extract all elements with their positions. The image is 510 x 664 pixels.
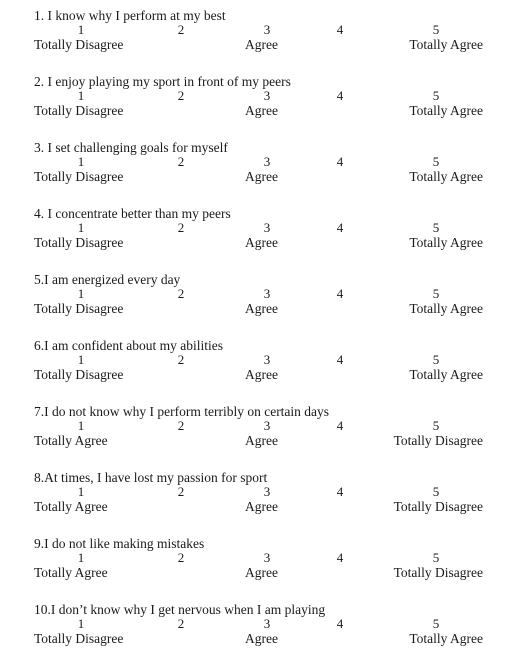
scale-number-3: 3	[263, 154, 271, 169]
scale-number-5: 5	[432, 22, 440, 37]
scale-number-4: 4	[336, 88, 344, 103]
survey-item	[0, 206, 510, 268]
question-text: 6.I am confident about my abilities	[34, 338, 223, 353]
scale-number-2: 2	[177, 616, 185, 631]
scale-number-3: 3	[263, 286, 271, 301]
scale-number-3: 3	[263, 616, 271, 631]
survey-item	[0, 536, 510, 598]
question-text: 10.I don’t know why I get nervous when I am playing	[34, 602, 326, 617]
scale-number-1: 1	[77, 22, 85, 37]
survey-item	[0, 272, 510, 334]
anchor-label-right: Totally Agree	[409, 103, 483, 118]
scale-number-5: 5	[432, 88, 440, 103]
anchor-label-right: Totally Agree	[409, 301, 483, 316]
anchor-label-left: Totally Disagree	[34, 631, 124, 646]
anchor-label-left: Totally Agree	[34, 565, 108, 580]
anchor-label-left: Totally Agree	[34, 499, 108, 514]
anchor-label-middle: Agree	[245, 631, 278, 646]
anchor-label-middle: Agree	[245, 37, 278, 52]
anchor-label-right: Totally Disagree	[393, 565, 483, 580]
anchor-label-middle: Agree	[245, 499, 278, 514]
scale-number-3: 3	[263, 352, 271, 367]
scale-number-4: 4	[336, 352, 344, 367]
survey-item	[0, 470, 510, 532]
scale-number-5: 5	[432, 616, 440, 631]
question-text: 7.I do not know why I perform terribly on certain days	[34, 404, 330, 419]
survey-item	[0, 74, 510, 136]
anchor-label-left: Totally Disagree	[34, 37, 124, 52]
scale-number-5: 5	[432, 418, 440, 433]
scale-number-3: 3	[263, 550, 271, 565]
anchor-label-middle: Agree	[245, 301, 278, 316]
anchor-label-right: Totally Agree	[409, 235, 483, 250]
anchor-label-middle: Agree	[245, 367, 278, 382]
anchor-label-left: Totally Disagree	[34, 367, 124, 382]
anchor-label-left: Totally Disagree	[34, 235, 124, 250]
question-text: 2. I enjoy playing my sport in front of my peers	[34, 74, 291, 89]
scale-number-3: 3	[263, 484, 271, 499]
survey-item	[0, 602, 510, 664]
scale-number-2: 2	[177, 22, 185, 37]
scale-number-1: 1	[77, 88, 85, 103]
scale-number-1: 1	[77, 418, 85, 433]
anchor-label-right: Totally Agree	[409, 169, 483, 184]
survey-item	[0, 404, 510, 466]
scale-number-1: 1	[77, 484, 85, 499]
question-text: 1. I know why I perform at my best	[34, 8, 226, 23]
scale-number-2: 2	[177, 286, 185, 301]
scale-number-1: 1	[77, 220, 85, 235]
scale-number-4: 4	[336, 220, 344, 235]
scale-number-2: 2	[177, 352, 185, 367]
scale-number-3: 3	[263, 418, 271, 433]
scale-number-2: 2	[177, 550, 185, 565]
anchor-label-middle: Agree	[245, 235, 278, 250]
question-text: 3. I set challenging goals for myself	[34, 140, 228, 155]
scale-number-5: 5	[432, 352, 440, 367]
scale-number-2: 2	[177, 154, 185, 169]
scale-number-4: 4	[336, 484, 344, 499]
scale-number-4: 4	[336, 22, 344, 37]
anchor-label-middle: Agree	[245, 169, 278, 184]
anchor-label-right: Totally Disagree	[393, 433, 483, 448]
survey-item	[0, 8, 510, 70]
scale-number-2: 2	[177, 220, 185, 235]
scale-number-5: 5	[432, 154, 440, 169]
scale-number-1: 1	[77, 286, 85, 301]
scale-number-3: 3	[263, 22, 271, 37]
scale-number-2: 2	[177, 484, 185, 499]
anchor-label-left: Totally Disagree	[34, 301, 124, 316]
survey-item	[0, 140, 510, 202]
anchor-label-middle: Agree	[245, 103, 278, 118]
scale-number-4: 4	[336, 154, 344, 169]
scale-number-2: 2	[177, 418, 185, 433]
question-text: 9.I do not like making mistakes	[34, 536, 205, 551]
question-text: 5.I am energized every day	[34, 272, 181, 287]
question-text: 8.At times, I have lost my passion for sport	[34, 470, 268, 485]
anchor-label-right: Totally Agree	[409, 37, 483, 52]
scale-number-3: 3	[263, 220, 271, 235]
scale-number-4: 4	[336, 418, 344, 433]
scale-number-5: 5	[432, 220, 440, 235]
anchor-label-left: Totally Agree	[34, 433, 108, 448]
scale-number-1: 1	[77, 616, 85, 631]
anchor-label-right: Totally Agree	[409, 631, 483, 646]
scale-number-4: 4	[336, 286, 344, 301]
scale-number-5: 5	[432, 484, 440, 499]
question-text: 4. I concentrate better than my peers	[34, 206, 231, 221]
anchor-label-middle: Agree	[245, 433, 278, 448]
anchor-label-right: Totally Disagree	[393, 499, 483, 514]
scale-number-5: 5	[432, 286, 440, 301]
anchor-label-middle: Agree	[245, 565, 278, 580]
scale-number-4: 4	[336, 550, 344, 565]
anchor-label-left: Totally Disagree	[34, 103, 124, 118]
anchor-label-left: Totally Disagree	[34, 169, 124, 184]
scale-number-1: 1	[77, 550, 85, 565]
scale-number-1: 1	[77, 154, 85, 169]
scale-number-1: 1	[77, 352, 85, 367]
survey-item	[0, 338, 510, 400]
anchor-label-right: Totally Agree	[409, 367, 483, 382]
scale-number-4: 4	[336, 616, 344, 631]
scale-number-2: 2	[177, 88, 185, 103]
scale-number-3: 3	[263, 88, 271, 103]
scale-number-5: 5	[432, 550, 440, 565]
